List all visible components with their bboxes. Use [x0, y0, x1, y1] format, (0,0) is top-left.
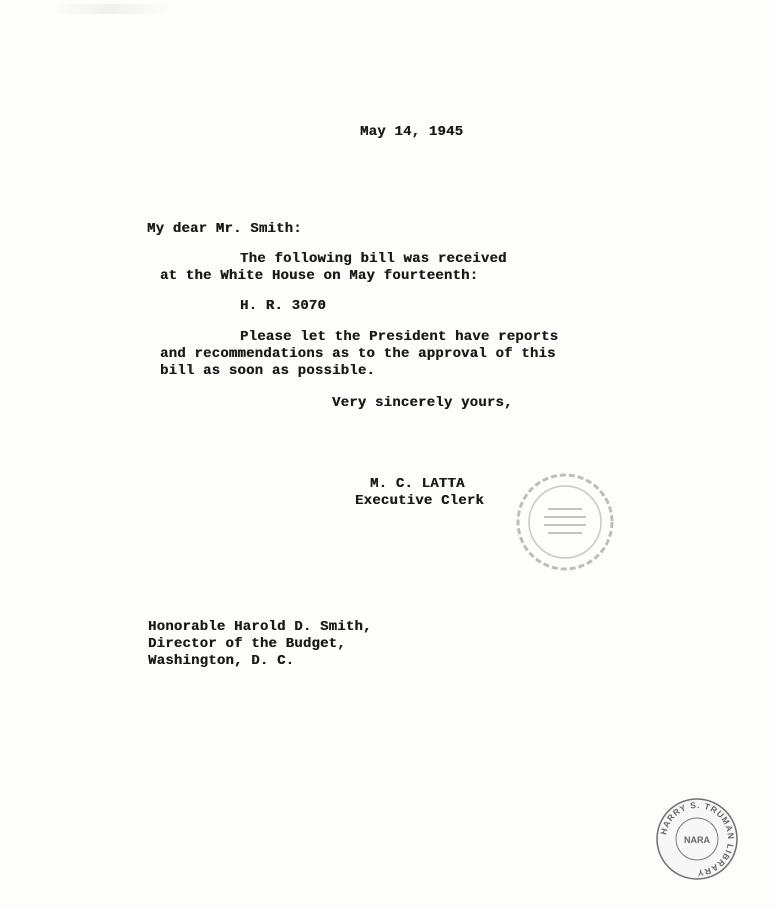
addressee-line-2: Director of the Budget, [148, 636, 346, 652]
library-seal-center-text: NARA [684, 835, 710, 845]
addressee-line-3: Washington, D. C. [148, 653, 295, 669]
scan-smudge [50, 4, 170, 14]
received-stamp-icon [514, 471, 616, 573]
signature-title: Executive Clerk [355, 493, 485, 509]
paragraph-2-line-2: and recommendations as to the approval of this [160, 346, 556, 362]
paragraph-1-line-1: The following bill was received [240, 251, 507, 267]
library-seal-icon [655, 797, 739, 881]
salutation: My dear Mr. Smith: [147, 221, 302, 237]
paragraph-2-line-3: bill as soon as possible. [160, 363, 376, 379]
paragraph-1-line-2: at the White House on May fourteenth: [160, 268, 479, 284]
signature-name: M. C. LATTA [370, 476, 465, 492]
closing: Very sincerely yours, [332, 395, 513, 411]
addressee-line-1: Honorable Harold D. Smith, [148, 619, 372, 635]
paragraph-2-line-1: Please let the President have reports [240, 329, 559, 345]
library-seal-ring-text: HARRY S. TRUMAN LIBRARY [658, 799, 737, 879]
letter-date: May 14, 1945 [360, 124, 464, 140]
bill-number: H. R. 3070 [240, 298, 327, 314]
